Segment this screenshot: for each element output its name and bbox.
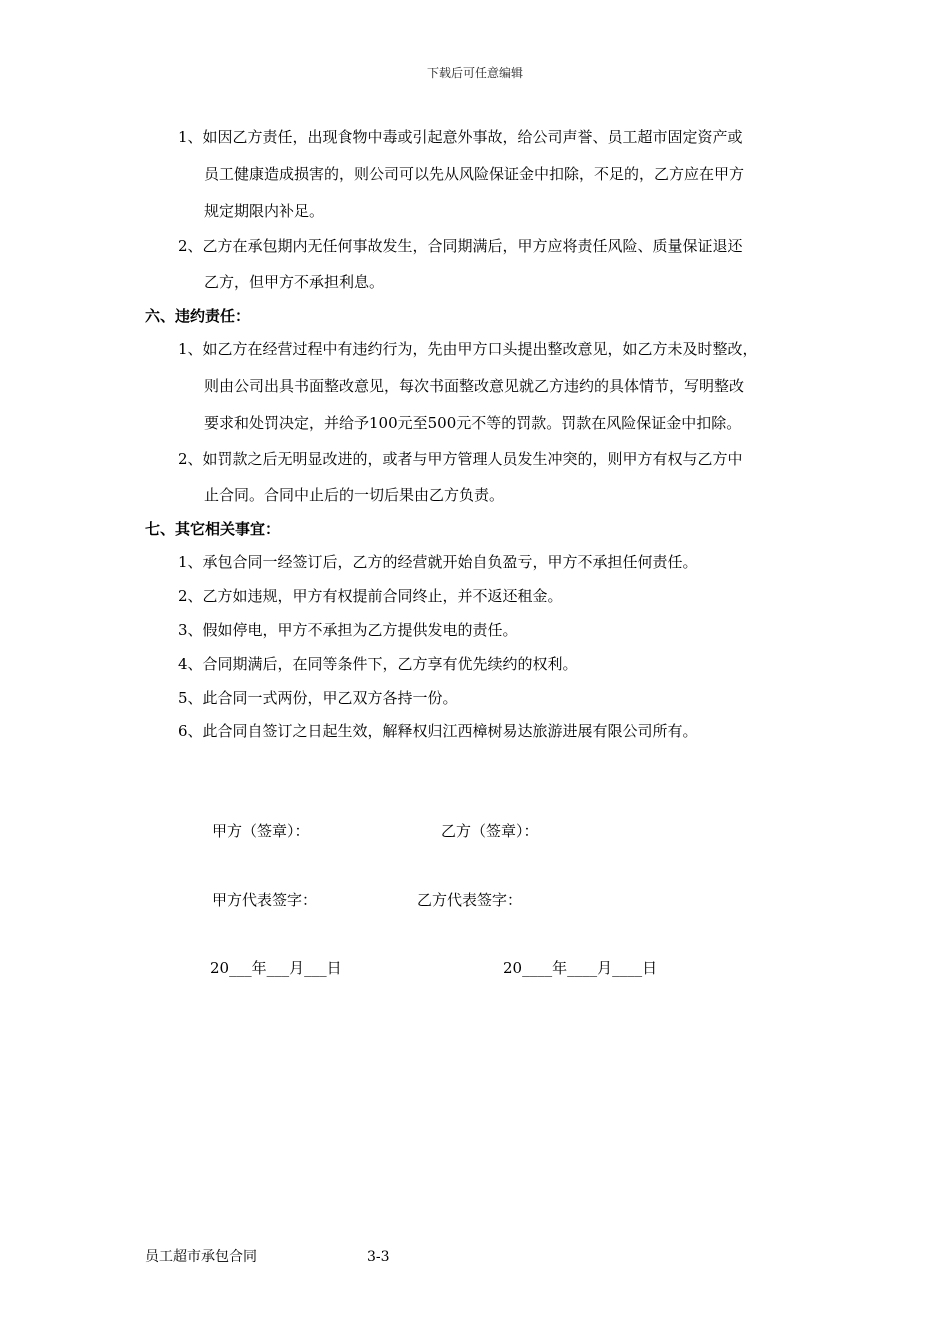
footer-doc-title: 员工超市承包合同 [145,1249,257,1265]
section6-item-2-line-2: 止合同。合同中止后的一切后果由乙方负责。 [204,486,505,504]
section6-item-1-line-3: 要求和处罚决定，并给予100元至500元不等的罚款。罚款在风险保证金中扣除。 [204,414,742,432]
party-b-seal-label: 乙方（签章）： [441,822,539,840]
section5-item-2-line-1: 2、乙方在承包期内无任何事故发生，合同期满后，甲方应将责任风险、质量保证退还 [178,237,743,255]
section5-item-1-line-2: 员工健康造成损害的，则公司可以先从风险保证金中扣除，不足的，乙方应在甲方 [204,165,745,183]
party-a-rep-label: 甲方代表签字： [212,891,318,909]
section7-item-2: 2、乙方如违规，甲方有权提前合同终止，并不返还租金。 [178,587,563,605]
section6-item-2-line-1: 2、如罚款之后无明显改进的，或者与甲方管理人员发生冲突的，则甲方有权与乙方中 [178,450,743,468]
party-b-date-label: 20____年____月____日 [503,959,658,977]
page-header-note: 下载后可任意编辑 [426,66,523,80]
section7-item-4: 4、合同期满后，在同等条件下，乙方享有优先续约的权利。 [178,655,578,673]
section7-item-3: 3、假如停电，甲方不承担为乙方提供发电的责任。 [178,621,518,639]
footer-page-number: 3-3 [367,1249,390,1265]
section5-item-1-line-3: 规定期限内补足。 [204,202,325,220]
section7-item-6: 6、此合同自签订之日起生效，解释权归江西樟树易达旅游进展有限公司所有。 [178,722,698,740]
section5-item-1-line-1: 1、如因乙方责任，出现食物中毒或引起意外事故，给公司声誉、员工超市固定资产或 [178,128,743,146]
party-a-seal-label: 甲方（签章）： [212,822,310,840]
section7-item-5: 5、此合同一式两份，甲乙双方各持一份。 [178,689,458,707]
party-b-rep-label: 乙方代表签字： [417,891,523,909]
section6-title: 六、违约责任： [145,307,251,325]
section6-item-1-line-2: 则由公司出具书面整改意见，每次书面整改意见就乙方违约的具体情节，写明整改 [204,377,745,395]
section7-title: 七、其它相关事宜： [145,520,281,538]
section6-item-1-line-1: 1、如乙方在经营过程中有违约行为，先由甲方口头提出整改意见，如乙方未及时整改， [178,340,758,358]
party-a-date-label: 20___年___月___日 [210,959,342,977]
section7-item-1: 1、承包合同一经签订后，乙方的经营就开始自负盈亏，甲方不承担任何责任。 [178,553,698,571]
section5-item-2-line-2: 乙方，但甲方不承担利息。 [204,273,385,291]
